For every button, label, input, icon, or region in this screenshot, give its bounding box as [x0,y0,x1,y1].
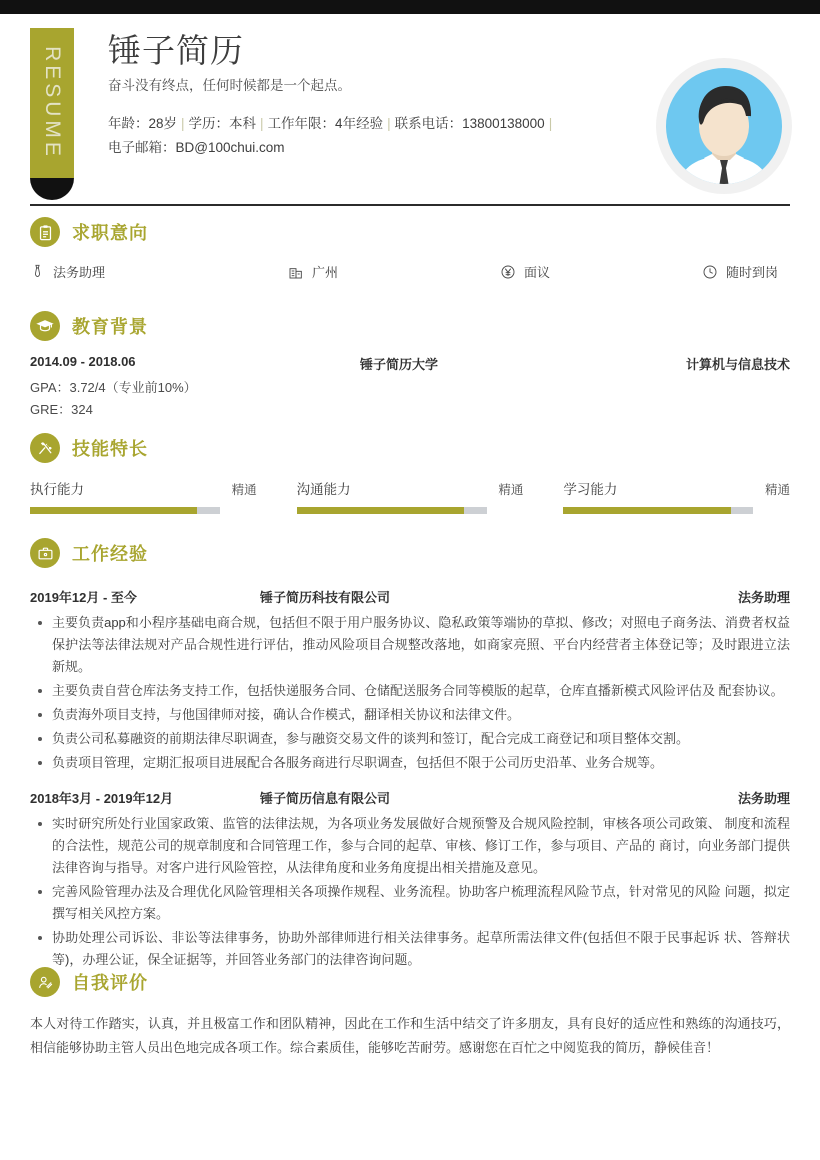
section-header [30,212,790,252]
education-gre: GRE：324 [30,402,93,417]
duty-item: 主要负责自营仓库法务支持工作，包括快递服务合同、仓储配送服务合同等模版的起草，仓库直播新模式风险评估及 配套协议。 [30,680,790,702]
job-company: 锤子简历科技有限公司 [260,590,391,605]
job-company: 锤子简历信息有限公司 [260,791,391,806]
skill-progress-fill [563,507,730,514]
avatar-illustration [656,58,792,194]
meta-age: 年龄：28岁 [108,116,178,131]
top-black-bar [0,0,820,14]
meta-phone: 联系电话：13800138000 [394,116,545,131]
job-date: 2019年12月 - 至今 [30,590,137,605]
section-title: 工作经验 [72,544,148,564]
skill-level: 精通 [498,483,524,497]
section-education [30,306,790,421]
clock-icon [702,264,718,280]
tools-icon [30,433,60,463]
education-major: 计算机与信息技术 [685,357,790,372]
skill-labels [563,478,790,498]
section-work-experience [30,533,790,973]
job-header [30,587,790,606]
skill-name: 学习能力 [563,482,618,497]
intention-availability-label: 随时到岗 [726,265,779,280]
duty-item: 负责海外项目支持，与他国律师对接，确认合作模式，翻译相关协议和法律文件。 [30,704,790,726]
resume-ribbon [30,28,74,178]
candidate-email: 电子邮箱：BD@100chui.com [108,140,285,155]
meta-divider: | [387,116,391,131]
skill-progress-fill [30,507,197,514]
clipboard-icon [30,217,60,247]
intention-city [288,262,500,281]
intention-salary [500,262,702,281]
skill-item [563,478,790,514]
skill-progress-track [297,507,487,514]
skills-list [30,478,790,514]
intention-salary-label: 面议 [524,265,551,280]
education-school: 锤子简历大学 [360,357,439,372]
user-review-icon [30,967,60,997]
skill-labels [297,478,524,498]
section-self-evaluation [30,962,790,1060]
graduation-cap-icon [30,311,60,341]
intention-position-label: 法务助理 [53,265,106,280]
intention-items [30,262,790,281]
duty-item: 实时研究所处行业国家政策、监管的法律法规，为各项业务发展做好合规预警及合规风险控制，审核各项公司政策、 制度和流程的合法性，规范公司的规章制度和合同管理工作，参与合同的起草、审核、修订工作，参与项目、产品的 商讨，向业务部门提供法律咨询与指导。对客户进行风险管控，从法律角度和业务角度提出相关措施及意见。 [30,813,790,879]
duty-item: 完善风险管理办法及合理优化风险管理相关各项操作规程、业务流程。协助客户梳理流程风险节点，针对常见的风险 问题，拟定撰写相关风控方案。 [30,881,790,925]
skill-item [297,478,524,514]
section-header [30,306,790,346]
meta-divider: | [548,116,553,131]
job-header [30,788,790,807]
section-header [30,962,790,1002]
skill-item [30,478,257,514]
skill-level: 精通 [765,483,791,497]
duty-item: 主要负责app和小程序基础电商合规，包括但不限于用户服务协议、隐私政策等端协的草拟、修改；对照电子商务法、消费者权益保护法等法律法规对产品合规性进行评估，推动风险项目合规整改落地，如商家亮照、平台内经营者主体登记等；及时跟进立法新规。 [30,612,790,678]
intention-city-label: 广州 [312,265,339,280]
section-skills [30,428,790,514]
meta-degree: 学历：本科 [188,116,257,131]
education-gpa: GPA：3.72/4（专业前10%） [30,380,197,395]
job-position: 法务助理 [737,590,790,605]
meta-experience: 工作年限：4年经验 [267,116,384,131]
section-job-intention [30,212,790,281]
candidate-slogan: 奋斗没有终点，任何时候都是一个起点。 [108,78,351,93]
header-divider [30,204,790,206]
header-body [108,30,628,160]
education-row [30,354,790,373]
job-duties [30,612,790,774]
job-duties [30,813,790,971]
meta-divider: | [260,116,264,131]
skill-name: 沟通能力 [296,482,351,497]
ribbon-tip-shape [30,178,74,200]
job-position: 法务助理 [737,791,790,806]
intention-position [30,262,288,281]
section-title: 技能特长 [72,439,148,459]
resume-header [0,14,820,190]
section-title: 自我评价 [72,973,148,993]
skill-name: 执行能力 [30,482,84,497]
skill-progress-fill [297,507,464,514]
avatar [656,58,792,194]
duty-item: 负责公司私募融资的前期法律尽职调查，参与融资交易文件的谈判和签订，配合完成工商登记和项目整体交割。 [30,728,790,750]
self-evaluation-text: 本人对待工作踏实，认真，并且极富工作和团队精神，因此在工作和生活中结交了许多朋友，具有良好的适应性和熟练的沟通技巧，相信能够协助主管人员出色地完成各项工作。综合素质佳，能够吃苦耐劳。感谢您在百忙之中阅览我的简历，静候佳音！ [30,1016,790,1055]
intention-availability [702,262,778,281]
section-title: 求职意向 [72,223,148,243]
building-icon [288,264,304,280]
duty-item: 协助处理公司诉讼、非讼等法律事务，协助外部律师进行相关法律事务。起草所需法律文件(包括但不限于民事起诉 状、答辩状等)，办理公证，保全证据等，并回答业务部门的法律咨询问题。 [30,927,790,971]
briefcase-icon [30,538,60,568]
job-date: 2018年3月 - 2019年12月 [30,791,174,806]
candidate-meta-line [108,112,628,136]
necktie-icon [30,263,45,280]
section-title: 教育背景 [72,317,148,337]
candidate-name: 锤子简历 [108,32,244,69]
skill-progress-track [563,507,753,514]
skill-level: 精通 [231,483,257,497]
section-header [30,428,790,468]
duty-item: 负责项目管理，定期汇报项目进展配合各服务商进行尽职调查，包括但不限于公司历史沿革、业务合规等。 [30,752,790,774]
meta-divider: | [181,116,185,131]
skill-labels [30,478,257,498]
skill-progress-track [30,507,220,514]
section-header [30,533,790,573]
education-date: 2014.09 - 2018.06 [30,354,136,369]
ribbon-label: RESUME [41,46,64,160]
yuan-icon [500,264,516,280]
